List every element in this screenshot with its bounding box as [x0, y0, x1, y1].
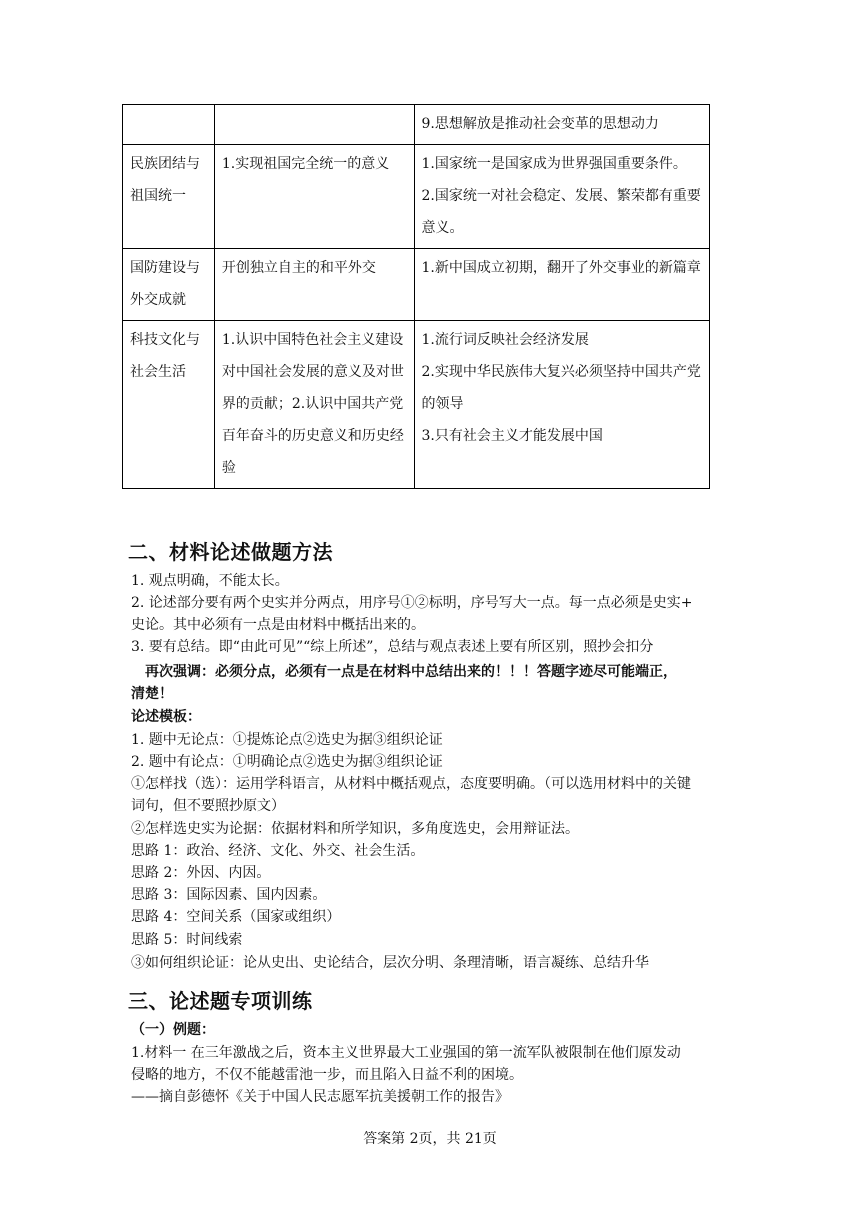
table-cell-unit: 开创独立自主的和平外交 — [214, 249, 414, 321]
emphasis-text: 再次强调：必须分点，必须有一点是在材料中总结出来的！！！答题字迹尽可能端正， — [145, 664, 677, 680]
table-cell-points — [414, 249, 709, 321]
body-line: 侵略的地方，不仅不能越雷池一步，而且陷入日益不利的困境。 — [131, 1067, 523, 1083]
table-row — [123, 145, 710, 249]
section-heading: 二、材料论述做题方法 — [128, 540, 333, 564]
table-cell-topic: 民族团结与祖国统一 — [123, 145, 215, 249]
table-point: 2.实现中华民族伟大复兴必须坚持中国共产党的领导 — [421, 364, 701, 412]
table-point: 2.国家统一对社会稳定、发展、繁荣都有重要意义。 — [421, 188, 701, 236]
summary-table — [122, 104, 710, 489]
page-footer: 答案第 2页，共 21页 — [363, 1131, 497, 1147]
body-line: 思路 5：时间线索 — [131, 932, 243, 948]
emphasis-text: 清楚！ — [131, 686, 173, 702]
body-line: 思路 4：空间关系（国家或组织） — [131, 909, 341, 925]
table-row — [123, 321, 710, 489]
table-cell-topic: 国防建设与外交成就 — [123, 249, 215, 321]
table-cell-unit: 1.认识中国特色社会主义建设对中国社会发展的意义及对世界的贡献；2.认识中国共产党百年奋斗的历史意义和历史经验 — [214, 321, 414, 489]
table-point: 1.新中国成立初期，翻开了外交事业的新篇章 — [421, 260, 701, 276]
table-point: 1.国家统一是国家成为世界强国重要条件。 — [421, 156, 687, 172]
body-line: 思路 3：国际因素、国内因素。 — [131, 887, 327, 903]
body-line: 史论。其中必须有一点是由材料中概括出来的。 — [131, 617, 425, 633]
table-cell-topic: 科技文化与社会生活 — [123, 321, 215, 489]
table-cell-unit — [214, 105, 414, 145]
body-line: 思路 2：外因、内因。 — [131, 865, 271, 881]
table-cell-points — [414, 321, 709, 489]
table-row — [123, 249, 710, 321]
table-point: 1.流行词反映社会经济发展 — [421, 332, 589, 348]
body-line: 1. 题中无论点：①提炼论点②选史为据③组织论证 — [131, 732, 443, 748]
body-line: ——摘自彭德怀《关于中国人民志愿军抗美援朝工作的报告》 — [131, 1089, 509, 1105]
table-cell-points — [414, 145, 709, 249]
body-line: ③如何组织论证：论从史出、史论结合，层次分明、条理清晰，语言凝练、总结升华 — [131, 955, 649, 971]
table-cell-unit: 1.实现祖国完全统一的意义 — [214, 145, 414, 249]
body-line: 2. 论述部分要有两个史实并分两点，用序号①②标明，序号写大一点。每一点必须是史实+ — [131, 595, 693, 611]
body-line: 1. 观点明确，不能太长。 — [131, 573, 289, 589]
body-line: 思路 1：政治、经济、文化、外交、社会生活。 — [131, 843, 425, 859]
body-line: 2. 题中有论点：①明确论点②选史为据③组织论证 — [131, 754, 443, 770]
body-line: ②怎样选史实为论据：依据材料和所学知识，多角度选史，会用辩证法。 — [131, 821, 579, 837]
body-line: 1.材料一 在三年激战之后，资本主义世界最大工业强国的第一流军队被限制在他们原发动 — [131, 1045, 681, 1061]
subheading: （一）例题： — [131, 1022, 215, 1038]
template-label: 论述模板： — [131, 709, 201, 725]
table-point: 9.思想解放是推动社会变革的思想动力 — [421, 116, 659, 132]
table-cell-points — [414, 105, 709, 145]
body-line: 3. 要有总结。即“由此可见”“综上所述”，总结与观点表述上要有所区别，照抄会扣分 — [131, 639, 654, 655]
table-cell-topic — [123, 105, 215, 145]
section-heading: 三、论述题专项训练 — [128, 989, 313, 1013]
table-row — [123, 105, 710, 145]
body-line: 词句，但不要照抄原文） — [131, 798, 285, 814]
body-line: ①怎样找（选）：运用学科语言，从材料中概括观点，态度要明确。（可以选用材料中的关键 — [131, 776, 691, 792]
table-point: 3.只有社会主义才能发展中国 — [421, 428, 603, 444]
